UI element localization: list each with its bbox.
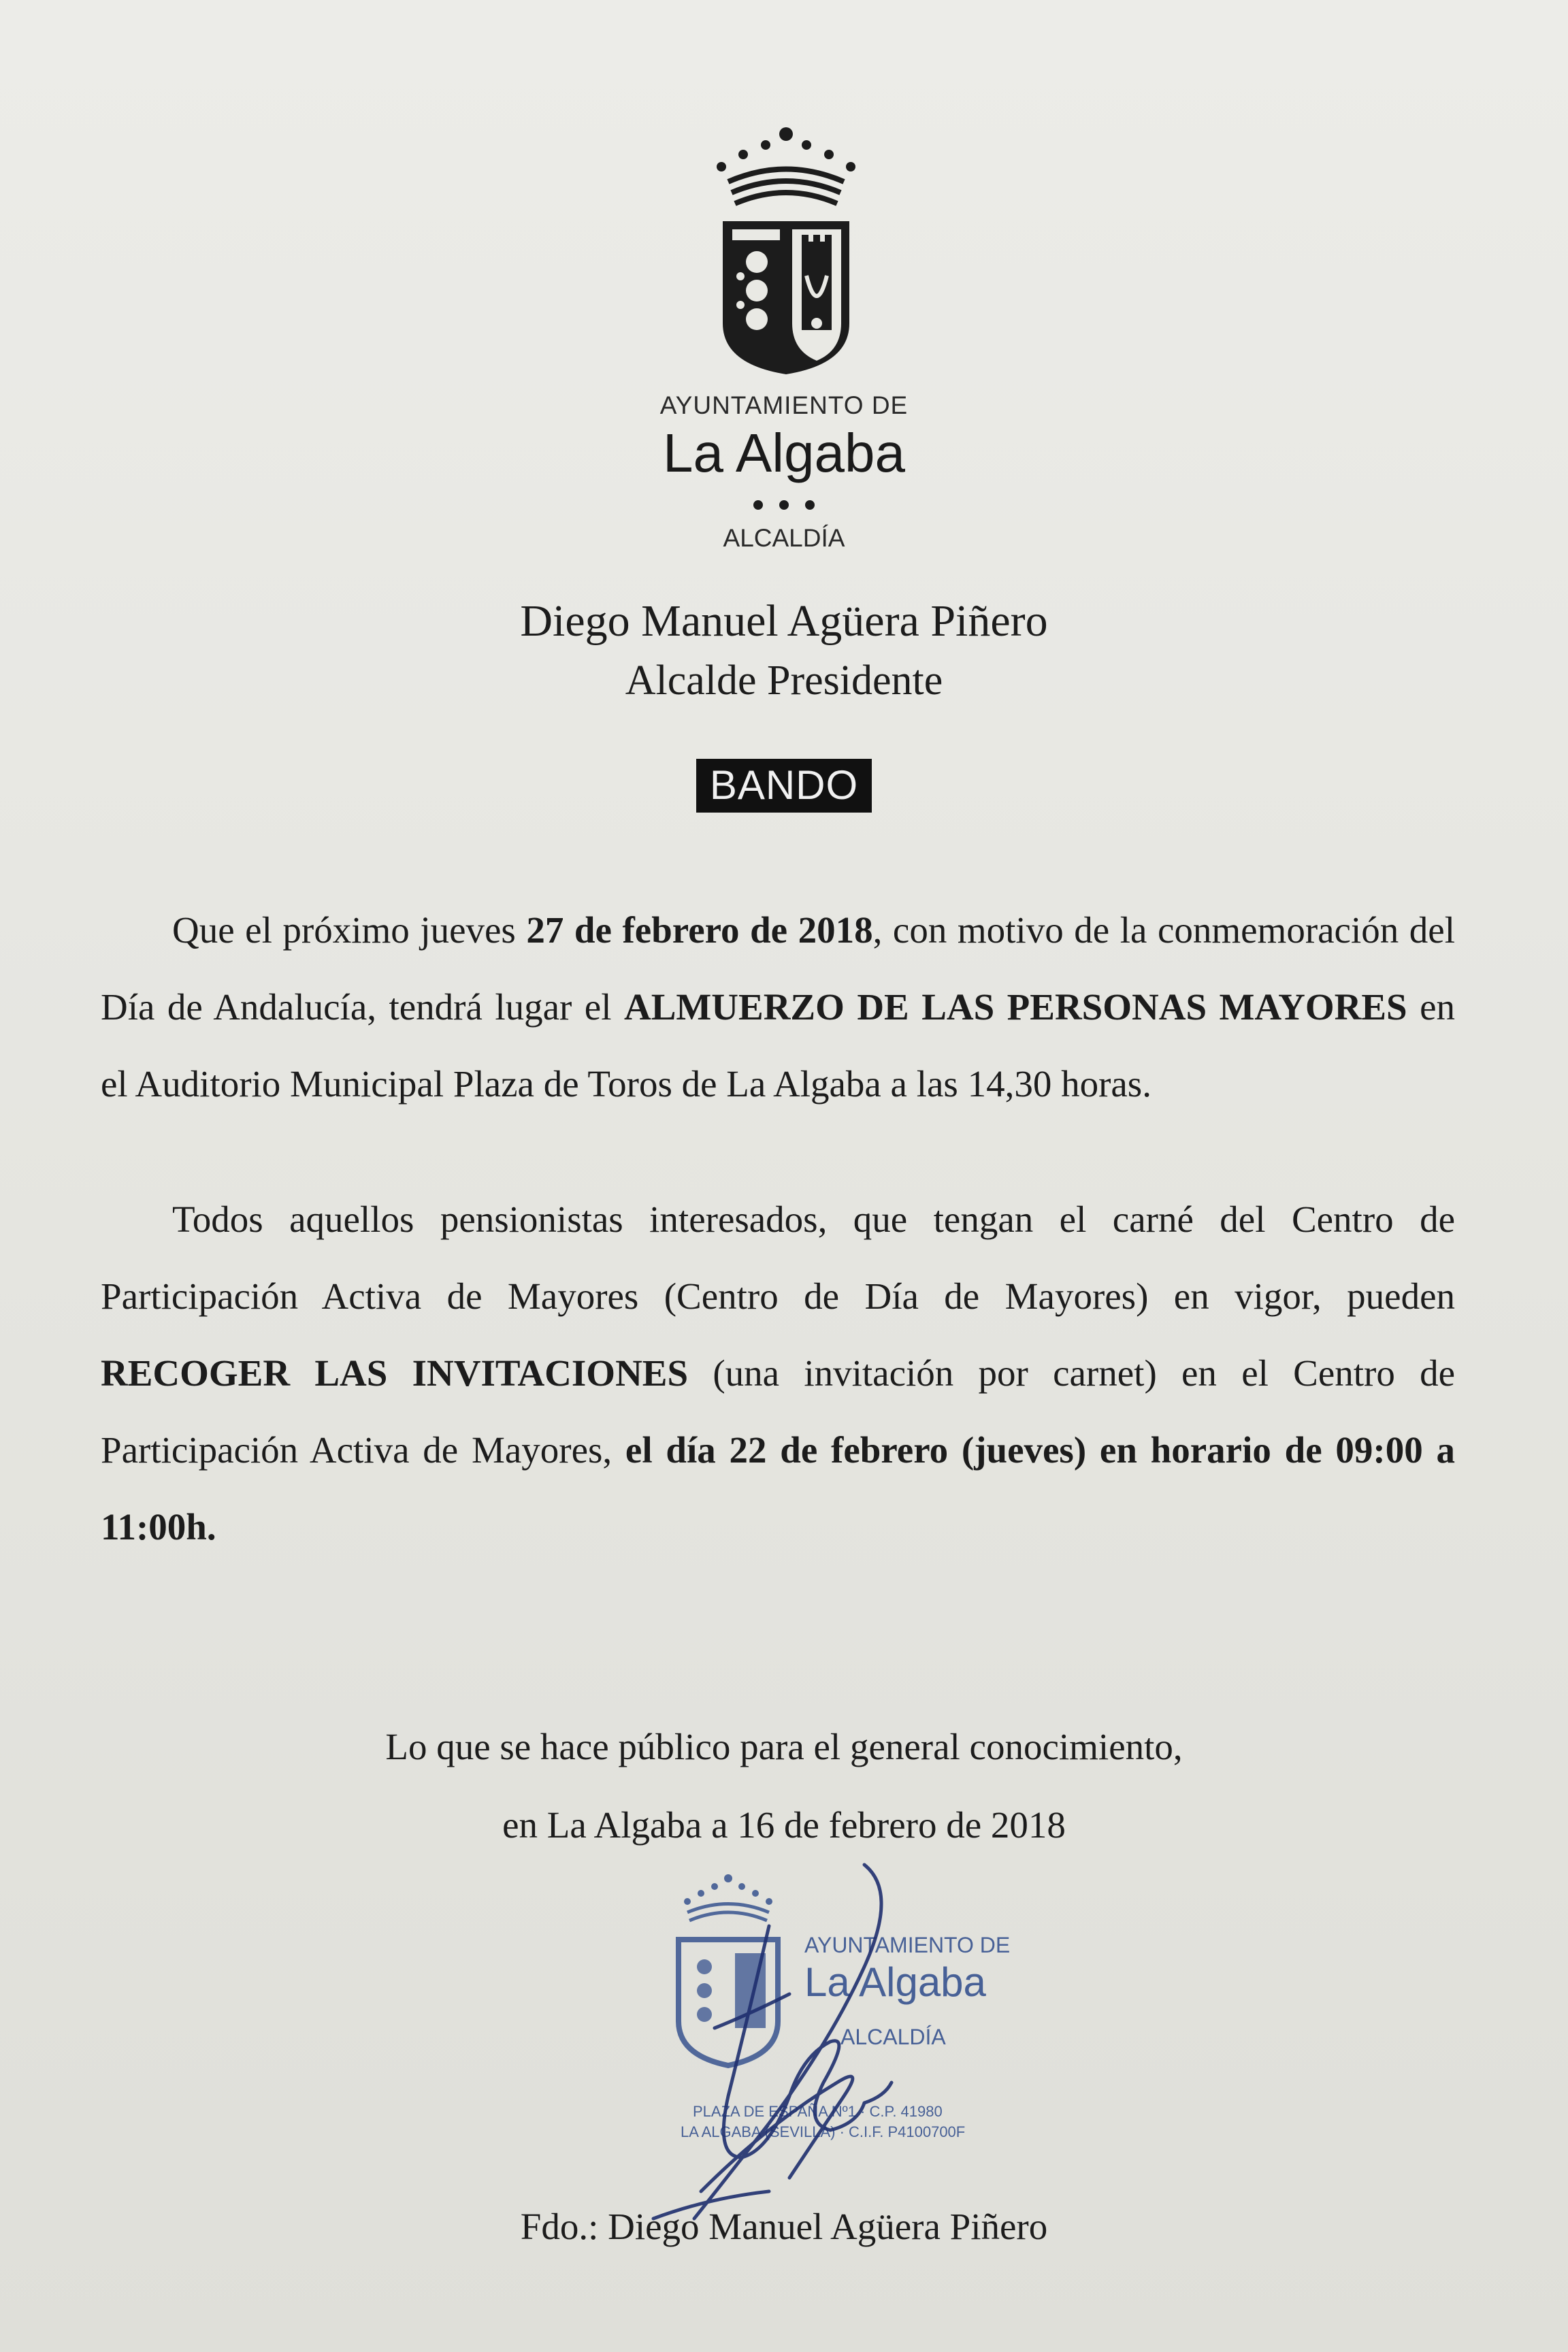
paragraph-lunch (101, 892, 1455, 1122)
paragraph-text: en el Auditorio Municipal Plaza de Toros de La Algaba a las 14,30 horas. (101, 986, 1455, 1105)
paragraph-event-name: ALMUERZO DE LAS PERSONAS MAYORES (623, 986, 1407, 1028)
org-line-ayuntamiento: AYUNTAMIENTO DE (659, 391, 909, 419)
signed-by: Fdo.: Diego Manuel Agüera Piñero (520, 2206, 1048, 2247)
stamp-line-name: La Algaba (804, 1959, 986, 2005)
org-line-alcaldia: ALCALDÍA (723, 524, 845, 552)
paragraph-text: Que el próximo jueves (172, 909, 527, 951)
signature-icon (544, 1838, 1075, 2246)
paragraph-text: Todos aquellos pensionistas interesados, que tengan el carné del Centro de Participación Activa de Mayores (Centro de Día de Mayores) en vigor, pueden (101, 1198, 1455, 1317)
closing-statement: Lo que se hace público para el general conocimiento, (385, 1726, 1183, 1767)
stamp-line-address: PLAZA DE ESPAÑA Nº1 · C.P. 41980 (693, 2103, 943, 2120)
coat-of-arms-icon (701, 119, 871, 378)
paragraph-text: , con motivo de la conmemoración del Día de Andalucía, tendrá lugar el (101, 909, 1455, 1028)
ornament-dots (0, 500, 1568, 513)
bando-badge: BANDO (696, 759, 872, 813)
mayor-name: Diego Manuel Agüera Piñero (520, 596, 1048, 646)
bando-badge-wrap (0, 759, 1568, 813)
paragraph-text: (una invitación por carnet) en el Centro de Participación Activa de Mayores, (101, 1352, 1456, 1471)
stamp-line-alcaldia: ALCALDÍA (840, 2025, 946, 2049)
place-and-date: en La Algaba a 16 de febrero de 2018 (502, 1804, 1066, 1846)
org-name: La Algaba (663, 423, 905, 483)
paragraph-date: 27 de febrero de 2018 (526, 909, 873, 951)
mayor-title: Alcalde Presidente (625, 657, 943, 704)
paragraph-schedule: el día 22 de febrero (jueves) en horario de 09:00 a 11:00h. (101, 1429, 1455, 1548)
paragraph-invitations (101, 1181, 1455, 1565)
stamp-line-cif: LA ALGABA (SEVILLA) · C.I.F. P4100700F (681, 2123, 966, 2140)
paragraph-action: RECOGER LAS INVITACIONES (101, 1352, 689, 1394)
stamp-line-ayuntamiento: AYUNTAMIENTO DE (804, 1933, 1011, 1957)
